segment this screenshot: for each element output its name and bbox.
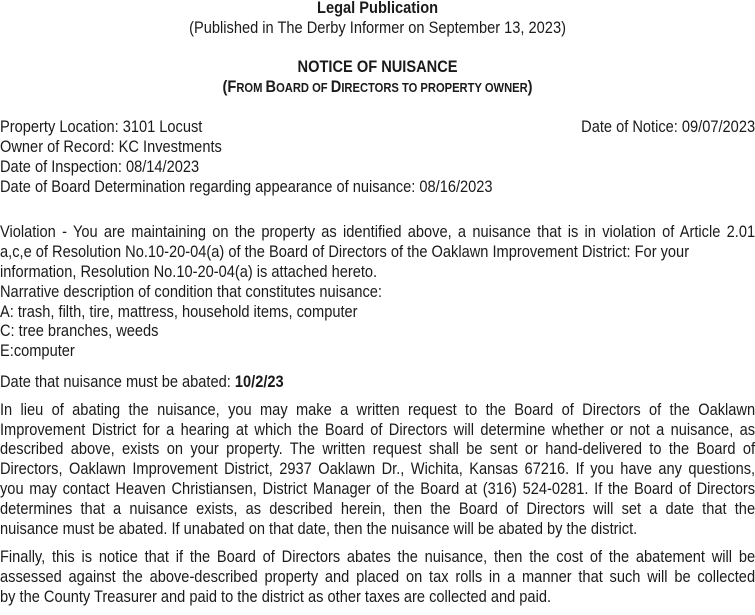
- date-of-inspection: Date of Inspection: 08/14/2023: [0, 156, 200, 176]
- paragraph-line: Finally, this is notice that if the Board of Directors abates the nuisance, then the cost of the abatement will be: [0, 547, 755, 567]
- violation-line: a,c,e of Resolution No.10-20-04(a) of the Board of Directors of the Oaklawn Improvement District: For your: [0, 242, 690, 262]
- property-info: [0, 117, 755, 196]
- paragraph-line: In lieu of abating the nuisance, you may make a written request to the Board of Directors of the Oaklawn: [0, 399, 755, 419]
- paragraph-line: assessed against the above-described property and placed on tax rolls in a manner that such will be collected: [0, 567, 755, 587]
- paragraph-line: described above, exists on your property. The written request shall be sent or hand-delivered to the Board of: [0, 439, 755, 459]
- violation-line: information, Resolution No.10-20-04(a) is attached hereto.: [0, 261, 378, 281]
- date-of-notice: Date of Notice: 09/07/2023: [581, 117, 755, 137]
- violation-line: A: trash, filth, tire, mattress, household items, computer: [0, 301, 358, 321]
- violation-line: Violation - You are maintaining on the property as identified above, a nuisance that is in violation of Article 2.01: [0, 222, 755, 242]
- hearing-paragraph: [0, 400, 755, 539]
- paragraph-line: Directors, Oaklawn Improvement District, 2937 Oaklawn Dr., Wichita, Kansas 67216. If you have any questions,: [0, 459, 755, 479]
- abatement-deadline: Date that nuisance must be abated: 10/2/23: [0, 371, 284, 391]
- document-title: Legal Publication: [317, 0, 439, 17]
- paragraph-line: you may contact Heaven Christiansen, District Manager of the Board at (316) 524-0281. If the Board of Directors: [0, 478, 755, 498]
- paragraph-line: by the County Treasurer and paid to the district as other taxes are collected and paid.: [0, 586, 552, 606]
- violation-section: [0, 222, 755, 361]
- notice-subtitle: (FROM BOARD OF DIRECTORS TO PROPERTY OWNER): [222, 77, 533, 97]
- paragraph-line: Improvement District for a hearing at which the Board of Directors will determine whether or not a nuisance, as: [0, 419, 755, 439]
- paragraph-line: determines that a nuisance exists, as described herein, then the Board of Directors will set a date that the: [0, 498, 755, 518]
- board-determination-date: Date of Board Determination regarding appearance of nuisance: 08/16/2023: [0, 176, 493, 196]
- cost-paragraph: [0, 547, 755, 606]
- owner-of-record: Owner of Record: KC Investments: [0, 136, 222, 156]
- violation-line: E:computer: [0, 341, 75, 361]
- violation-line: C: tree branches, weeds: [0, 321, 159, 341]
- property-location: Property Location: 3101 Locust: [0, 117, 203, 137]
- abatement-date: 10/2/23: [234, 371, 284, 391]
- paragraph-line: nuisance must be abated. If unabated on that date, then the nuisance will be abated by the district.: [0, 518, 638, 538]
- violation-line: Narrative description of condition that constitutes nuisance:: [0, 281, 382, 301]
- publication-note: (Published in The Derby Informer on September 13, 2023): [189, 17, 566, 37]
- notice-title: NOTICE OF NUISANCE: [297, 56, 458, 76]
